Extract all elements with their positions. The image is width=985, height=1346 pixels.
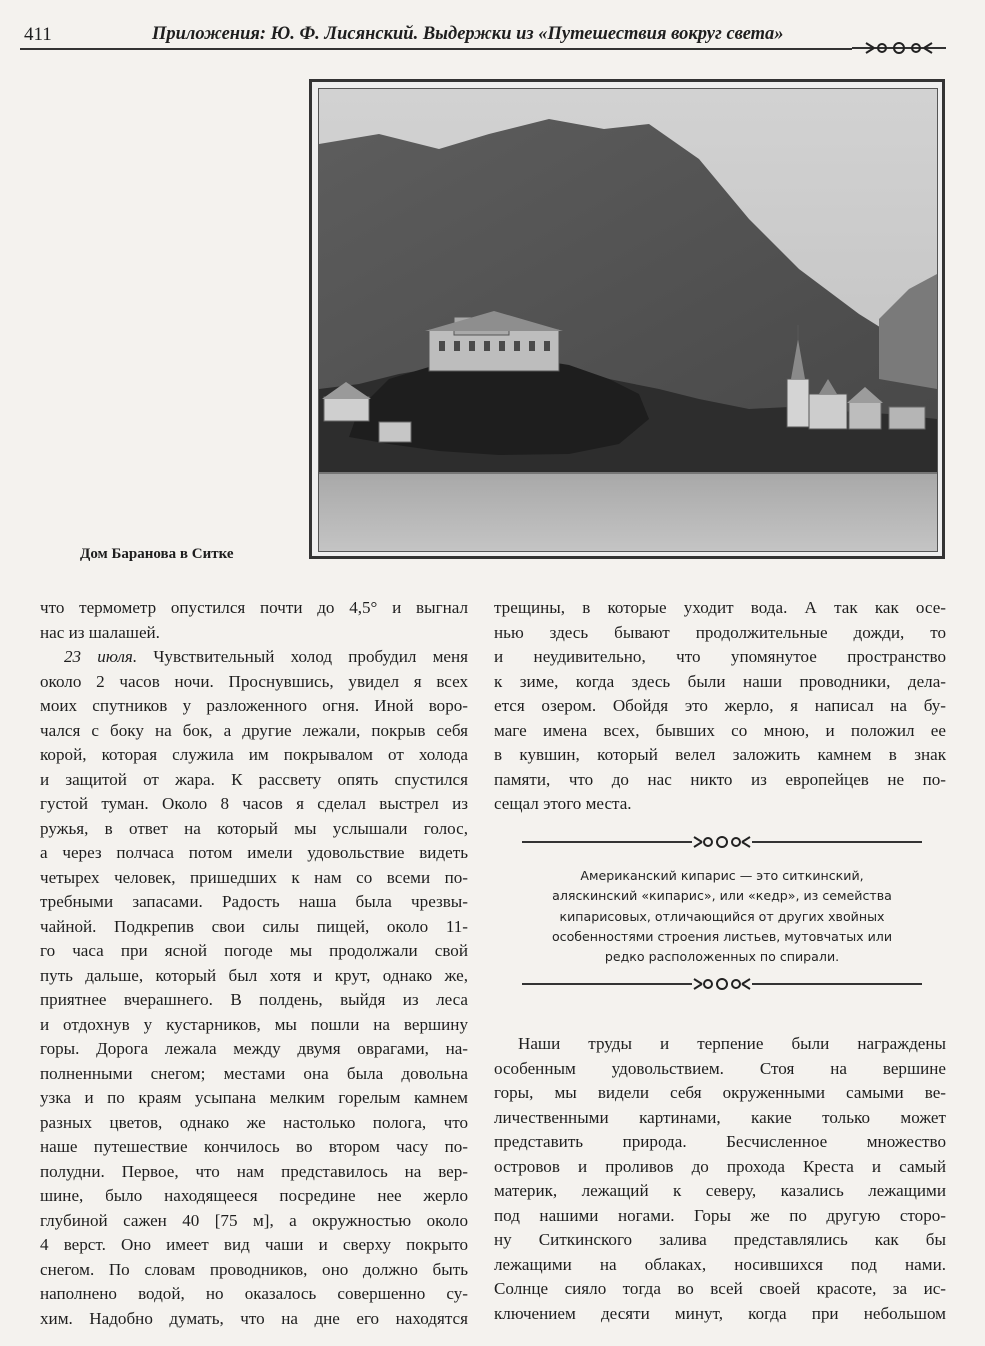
line-text: памяти, что до нас никто из европейцев не по-	[494, 769, 946, 789]
text-line	[40, 1062, 468, 1087]
text-line	[40, 1307, 468, 1332]
text-line	[40, 645, 468, 670]
text-line	[494, 645, 946, 670]
sitka-landscape-image	[319, 89, 937, 551]
text-line	[494, 1130, 946, 1155]
line-text: и отдохнув у кустарников, мы пошли на вершину	[40, 1014, 468, 1034]
line-text: шине, было находящееся посредине нее жерло	[40, 1186, 468, 1205]
date-lead: 23 июля.	[64, 647, 138, 666]
line-text: нас из шалашей.	[40, 622, 160, 642]
line-text: ключением десяти минут, когда при небольшом	[494, 1303, 946, 1323]
line-text: лежащими на облаках, носившихся под нами.	[494, 1254, 946, 1274]
text-line	[40, 915, 468, 940]
footnote-text	[522, 866, 922, 967]
text-line	[40, 841, 468, 866]
line-text: снегом. По словам проводников, оно должно быть	[40, 1259, 468, 1279]
footnote-bottom-ornament-icon	[686, 974, 758, 994]
line-text: полудни. Первое, что нам представилось на вер-	[40, 1161, 468, 1181]
text-line	[40, 1184, 468, 1209]
footnote-top-ornament-icon	[686, 832, 758, 852]
line-text: и неудивительно, что упомянутое пространство	[494, 647, 946, 666]
text-line	[40, 817, 468, 842]
line-text: горы. Дорога лежала между двумя оврагами, на-	[40, 1039, 468, 1058]
text-line	[40, 1282, 468, 1307]
text-line	[494, 1204, 946, 1229]
text-line	[494, 670, 946, 695]
line-text: сещал этого места.	[494, 794, 632, 813]
text-line	[40, 1111, 468, 1136]
text-line	[40, 768, 468, 793]
line-text: личественными картинами, какие только может	[494, 1107, 946, 1127]
text-line	[494, 1032, 946, 1057]
text-line	[494, 1155, 946, 1180]
line-text: наше путешествие кончилось во втором часу по-	[40, 1137, 468, 1156]
text-line	[40, 866, 468, 891]
line-text: горы, мы видели себя окруженными самыми ве-	[494, 1083, 946, 1102]
text-line	[40, 964, 468, 989]
footnote-line: Американский кипарис — это ситкинский,	[580, 868, 864, 883]
line-text: го часа при ясной погоде мы продолжали свой	[40, 941, 468, 960]
line-text: нью здесь бывают продолжительные дожди, то	[494, 622, 946, 642]
right-text-column-top	[494, 596, 946, 817]
header-rule	[20, 48, 945, 50]
figure-caption: Дом Баранова в Ситке	[80, 546, 234, 562]
text-line	[494, 792, 946, 817]
line-text: ется озером. Обойдя это жерло, я написал на бу-	[494, 696, 946, 715]
line-text: материк, лежащий к северу, казались лежащими	[494, 1181, 946, 1200]
text-line	[494, 1081, 946, 1106]
text-line	[40, 621, 468, 646]
line-text: наполнено водой, но оказалось совершенно су-	[40, 1284, 468, 1303]
text-line	[40, 792, 468, 817]
line-text: полненными снегом; местами она была довольна	[40, 1063, 468, 1083]
line-text: хим. Надобно думать, что на дне его находятся	[40, 1308, 468, 1328]
line-text: путь дальше, который был хотя и крут, однако же,	[40, 965, 468, 985]
text-line	[40, 890, 468, 915]
photo-frame	[309, 79, 945, 559]
line-text: Солнце сияло тогда во всей своей красоте, за ис-	[494, 1279, 946, 1298]
text-line	[494, 596, 946, 621]
text-line	[40, 1258, 468, 1283]
text-line	[40, 670, 468, 695]
line-text: густой туман. Около 8 часов я сделал выстрел из	[40, 794, 468, 813]
running-title: Приложения: Ю. Ф. Лисянский. Выдержки из «Путешествия вокруг света»	[152, 24, 784, 44]
line-text: в кувшин, который велел заложить камнем в знак	[494, 745, 946, 764]
text-line	[40, 1037, 468, 1062]
text-line	[494, 1228, 946, 1253]
line-text: глубиной сажен 40 [75 м], а окружностью около	[40, 1210, 468, 1230]
line-text: чался с боку на бок, а другие лежали, покрыв себя	[40, 720, 468, 740]
right-text-column-bottom	[494, 1032, 946, 1326]
line-text: особенным удовольствием. Стоя на вершине	[494, 1058, 946, 1078]
page-header	[20, 22, 945, 52]
line-text: а через полчаса потом имели удовольствие видеть	[40, 843, 468, 862]
line-text: корой, которая служила им покрывалом от холода	[40, 745, 468, 764]
text-line	[494, 1277, 946, 1302]
footnote-line: кипарисовых, отличающийся от других хвойных	[559, 908, 885, 924]
text-line	[40, 694, 468, 719]
text-line	[40, 1086, 468, 1111]
line-text: под нашими ногами. Горы же по другую сторо-	[494, 1205, 946, 1225]
text-line	[40, 743, 468, 768]
text-line	[494, 768, 946, 793]
line-text: узка и по краям усыпана мелким горелым камнем	[40, 1088, 468, 1107]
page-number: 411	[24, 24, 52, 45]
line-text: что термометр опустился почти до 4,5° и выгнал	[40, 598, 468, 617]
line-text: и защитой от жара. К рассвету опять спустился	[40, 769, 468, 789]
line-text: около 2 часов ночи. Проснувшись, увидел я всех	[40, 671, 468, 691]
text-line	[494, 1057, 946, 1082]
line-text: Наши труды и терпение были награждены	[518, 1034, 946, 1053]
text-line	[40, 1209, 468, 1234]
line-text: Чувствительный холод пробудил меня	[137, 647, 468, 666]
footnote-box	[522, 828, 922, 996]
text-line	[494, 1253, 946, 1278]
text-line	[494, 1302, 946, 1327]
text-line	[40, 596, 468, 621]
line-text: трещины, в которые уходит вода. А так как осе-	[494, 598, 946, 617]
line-text: представить природа. Бесчисленное множество	[494, 1132, 946, 1151]
line-text: приятнее вчерашнего. В полдень, выйдя из леса	[40, 990, 468, 1009]
header-ornament-icon	[852, 38, 946, 58]
left-text-column	[40, 596, 468, 1331]
text-line	[40, 939, 468, 964]
text-line	[494, 694, 946, 719]
text-line	[40, 719, 468, 744]
text-line	[40, 1135, 468, 1160]
text-line	[40, 1233, 468, 1258]
text-line	[494, 1106, 946, 1131]
line-text: чайной. Подкрепив свои силы пищей, около 11-	[40, 916, 468, 936]
text-line	[494, 719, 946, 744]
line-text: островов и проливов до прохода Креста и самый	[494, 1156, 946, 1176]
footnote-line: особенностями строения листьев, мутовчатых или	[551, 928, 893, 944]
line-text: ружья, в ответ на который мы услышали голос,	[40, 818, 468, 838]
text-line	[40, 1160, 468, 1185]
text-line	[494, 743, 946, 768]
footnote-line: аляскинский «кипарис», или «кедр», из семейства	[552, 888, 892, 904]
footnote-line: редко расположенных по спирали.	[604, 949, 840, 965]
line-text: четырех человек, пришедших к нам со всеми по-	[40, 867, 468, 887]
line-text: разных цветов, однако же настолько полога, что	[40, 1112, 468, 1132]
sitka-photo	[318, 88, 938, 552]
line-text: моих спутников у разложенного огня. Иной воро-	[40, 696, 468, 715]
text-line	[40, 1013, 468, 1038]
line-text: ну Ситкинского залива представлялись как бы	[494, 1230, 946, 1249]
line-text: маге имена всех, бывших со мною, и положил ее	[494, 720, 946, 740]
text-line	[40, 988, 468, 1013]
text-line	[494, 1179, 946, 1204]
line-text: 4 верст. Оно имеет вид чаши и сверху покрыто	[40, 1235, 468, 1254]
text-line	[494, 621, 946, 646]
line-text: к зиме, когда здесь были наши проводники, дела-	[494, 671, 946, 691]
line-text: требными запасами. Радость наша была чрезвы-	[40, 892, 468, 911]
